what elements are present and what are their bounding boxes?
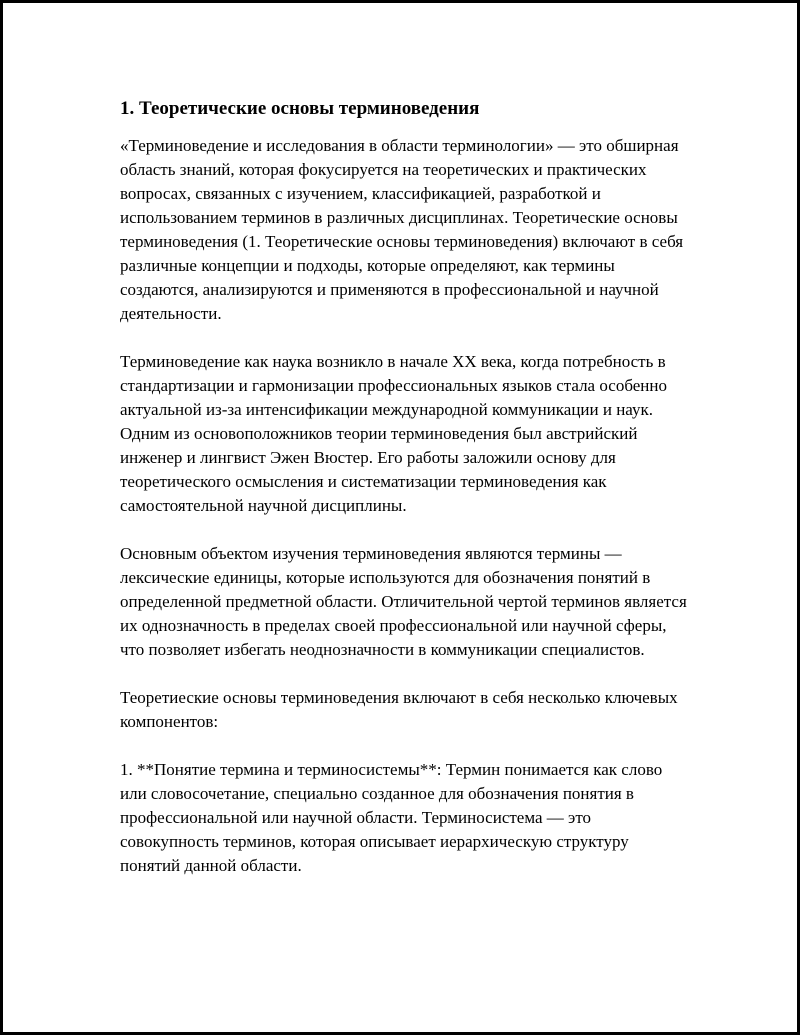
document-body	[120, 97, 690, 902]
paragraph-object: Основным объектом изучения терминоведения являются термины — лексические единицы, которые используются для обозначения понятий в определенной предметной области. Отличительной чертой терминов является их однозначность в пределах своей профессиональной или научной сферы, что позволяет избегать неоднозначности в коммуникации специалистов.	[120, 544, 687, 659]
section-heading: 1. Теоретические основы терминоведения	[120, 98, 480, 119]
paragraph-history: Терминоведение как наука возникло в начале XX века, когда потребность в стандартизации и гармонизации профессиональных языков стала особенно актуальной из-за интенсификации международной коммуникации и наук. Одним из основоположников теории терминоведения был австрийский инженер и лингвист Эжен Вюстер. Его работы заложили основу для теоретического осмысления и систематизации терминоведения как самостоятельной научной дисциплины.	[120, 352, 667, 515]
list-item-term-concept: 1. **Понятие термина и терминосистемы**: Термин понимается как слово или словосочетание, специально созданное для обозначения понятия в профессиональной или научной области. Терминосистема — это совокупность терминов, которая описывает иерархическую структуру понятий данной области.	[120, 760, 663, 875]
paragraph-intro: «Терминоведение и исследования в области терминологии» — это обширная область знаний, которая фокусируется на теоретических и практических вопросах, связанных с изучением, классификацией, разработкой и использованием терминов в различных дисциплинах. Теоретические основы терминоведения (1. Теоретические основы терминоведения) включают в себя различные концепции и подходы, которые определяют, как термины создаются, анализируются и применяются в профессиональной и научной деятельности.	[120, 136, 684, 323]
paragraph-components-intro: Теоретиеские основы терминоведения включают в себя несколько ключевых компонентов:	[120, 688, 678, 731]
